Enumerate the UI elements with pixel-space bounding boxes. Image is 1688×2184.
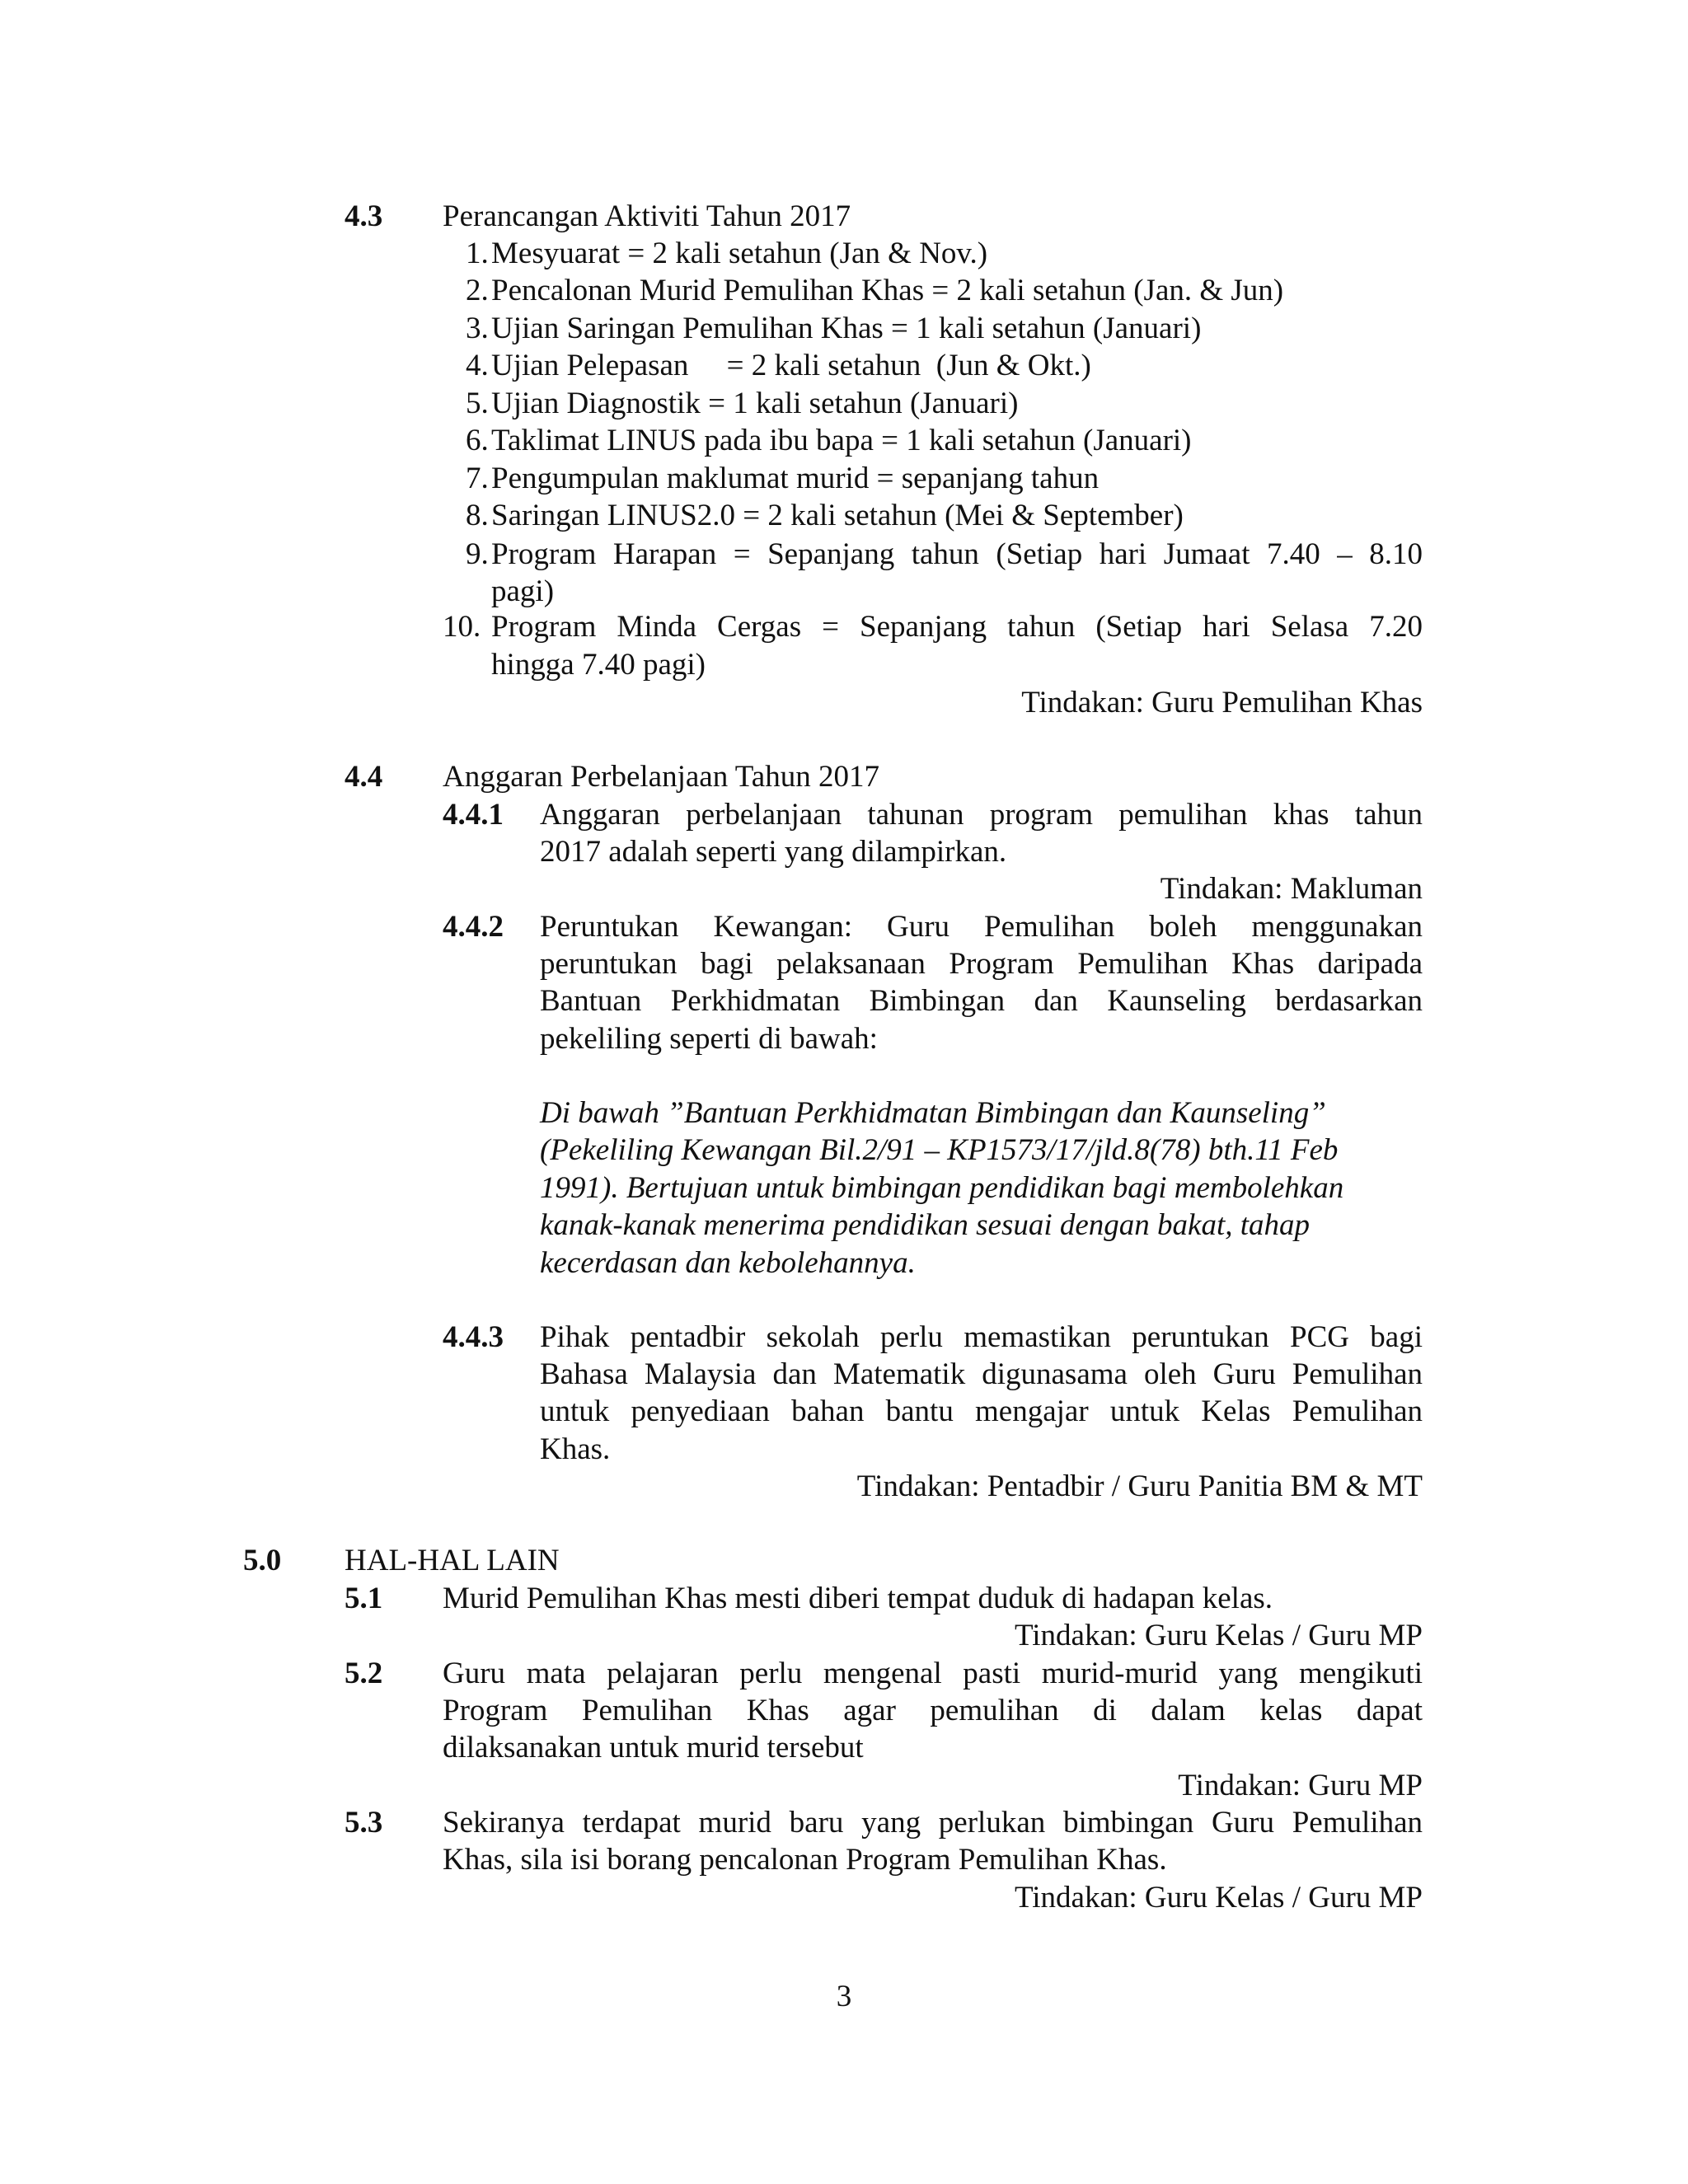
- list-number: 5.: [466, 387, 489, 420]
- paragraph-line: Sekiranya terdapat murid baru yang perlukan bimbingan Guru Pemulihan: [443, 1806, 1423, 1840]
- action-note: Tindakan: Guru MP: [1178, 1769, 1423, 1802]
- section-number: 4.3: [345, 199, 383, 233]
- list-number: 7.: [466, 462, 489, 495]
- quoted-text-line: Di bawah ”Bantuan Perkhidmatan Bimbingan dan Kaunseling”: [540, 1096, 1326, 1130]
- paragraph-line: Khas, sila isi borang pencalonan Program Pemulihan Khas.: [443, 1843, 1167, 1877]
- paragraph-line: Program Pemulihan Khas agar pemulihan di dalam kelas dapat: [443, 1694, 1423, 1727]
- paragraph-line: Khas.: [540, 1432, 611, 1466]
- paragraph-line: Murid Pemulihan Khas mesti diberi tempat duduk di hadapan kelas.: [443, 1582, 1273, 1615]
- paragraph-line: dilaksanakan untuk murid tersebut: [443, 1731, 864, 1765]
- section-title: HAL-HAL LAIN: [345, 1544, 560, 1577]
- list-number: 3.: [466, 312, 489, 345]
- subsection-number: 5.1: [345, 1582, 383, 1615]
- paragraph-line: Bantuan Perkhidmatan Bimbingan dan Kaunseling berdasarkan: [540, 984, 1423, 1018]
- list-number: 10.: [443, 610, 481, 644]
- subsection-number: 5.3: [345, 1806, 383, 1840]
- list-item-continuation: pagi): [491, 574, 555, 608]
- subsection-number: 5.2: [345, 1657, 383, 1690]
- list-number: 4.: [466, 349, 489, 382]
- paragraph-line: Anggaran perbelanjaan tahunan program pemulihan khas tahun: [540, 798, 1423, 832]
- list-item: Ujian Pelepasan = 2 kali setahun (Jun & Okt.): [491, 349, 1091, 382]
- list-item: Pencalonan Murid Pemulihan Khas = 2 kali setahun (Jan. & Jun): [491, 274, 1284, 307]
- list-item: Pengumpulan maklumat murid = sepanjang tahun: [491, 462, 1100, 495]
- paragraph-line: Peruntukan Kewangan: Guru Pemulihan boleh menggunakan: [540, 910, 1423, 944]
- subsection-number: 4.4.3: [443, 1320, 504, 1354]
- list-item: Saringan LINUS2.0 = 2 kali setahun (Mei & September): [491, 499, 1184, 532]
- list-number: 8.: [466, 499, 489, 532]
- list-item: Program Harapan = Sepanjang tahun (Setiap hari Jumaat 7.40 – 8.10: [491, 537, 1423, 571]
- paragraph-line: Bahasa Malaysia dan Matematik digunasama oleh Guru Pemulihan: [540, 1357, 1423, 1391]
- action-note: Tindakan: Guru Pemulihan Khas: [1021, 686, 1423, 719]
- list-item: Ujian Diagnostik = 1 kali setahun (Januari): [491, 387, 1019, 420]
- list-item: Ujian Saringan Pemulihan Khas = 1 kali setahun (Januari): [491, 312, 1202, 345]
- list-number: 1.: [466, 237, 489, 270]
- section-title: Anggaran Perbelanjaan Tahun 2017: [443, 760, 879, 794]
- list-item-continuation: hingga 7.40 pagi): [491, 648, 706, 682]
- action-note: Tindakan: Makluman: [1160, 872, 1423, 906]
- action-note: Tindakan: Pentadbir / Guru Panitia BM & MT: [856, 1469, 1423, 1503]
- subsection-number: 4.4.1: [443, 798, 504, 832]
- list-item: Taklimat LINUS pada ibu bapa = 1 kali setahun (Januari): [491, 424, 1192, 457]
- section-number: 5.0: [243, 1544, 282, 1577]
- paragraph-line: pekeliling seperti di bawah:: [540, 1022, 878, 1056]
- paragraph-line: peruntukan bagi pelaksanaan Program Pemulihan Khas daripada: [540, 947, 1423, 981]
- page-number: 3: [836, 1980, 852, 2013]
- paragraph-line: untuk penyediaan bahan bantu mengajar untuk Kelas Pemulihan: [540, 1394, 1423, 1428]
- section-title: Perancangan Aktiviti Tahun 2017: [443, 199, 851, 233]
- paragraph-line: Pihak pentadbir sekolah perlu memastikan peruntukan PCG bagi: [540, 1320, 1423, 1354]
- list-number: 2.: [466, 274, 489, 307]
- subsection-number: 4.4.2: [443, 910, 504, 944]
- list-item: Program Minda Cergas = Sepanjang tahun (Setiap hari Selasa 7.20: [491, 610, 1423, 644]
- action-note: Tindakan: Guru Kelas / Guru MP: [1014, 1619, 1423, 1652]
- section-number: 4.4: [345, 760, 383, 794]
- list-number: 9.: [466, 537, 489, 571]
- quoted-text-line: kanak-kanak menerima pendidikan sesuai dengan bakat, tahap: [540, 1208, 1311, 1242]
- quoted-text-line: kecerdasan dan kebolehannya.: [540, 1246, 916, 1280]
- quoted-text-line: (Pekeliling Kewangan Bil.2/91 – KP1573/17/jld.8(78) bth.11 Feb: [540, 1133, 1339, 1167]
- list-number: 6.: [466, 424, 489, 457]
- paragraph-line: 2017 adalah seperti yang dilampirkan.: [540, 835, 1007, 869]
- paragraph-line: Guru mata pelajaran perlu mengenal pasti murid-murid yang mengikuti: [443, 1657, 1423, 1690]
- quoted-text-line: 1991). Bertujuan untuk bimbingan pendidikan bagi membolehkan: [540, 1171, 1344, 1205]
- list-item: Mesyuarat = 2 kali setahun (Jan & Nov.): [491, 237, 988, 270]
- action-note: Tindakan: Guru Kelas / Guru MP: [1014, 1881, 1423, 1915]
